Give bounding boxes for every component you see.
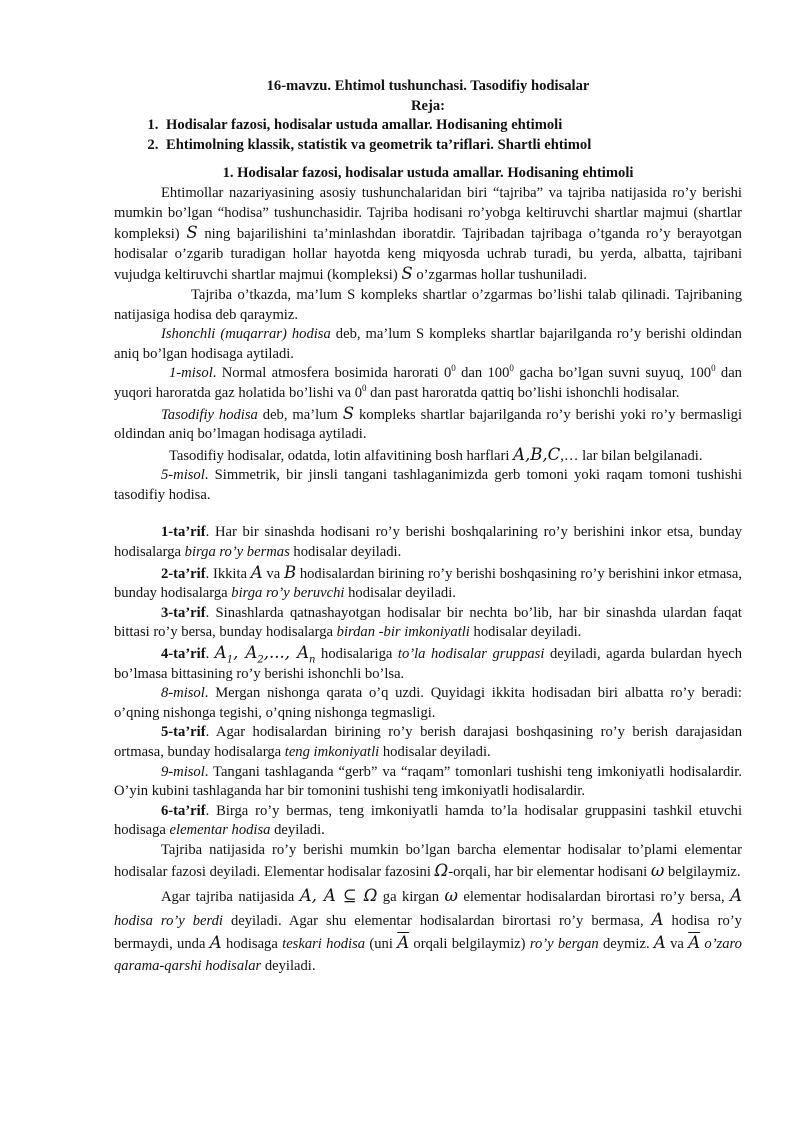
text-run: deyiladi, agarda bulardan hyech bo’lmasa bittasining ro’y berishi ishonchli bo’lsa. [114,646,743,682]
text-run: o’zaro qarama-qarshi hodisalar [114,936,742,974]
definition-6 [114,802,742,841]
text-run: 0 [509,363,514,374]
text-run: . [205,646,215,663]
paragraph-experiment: Tajriba o’tkazda, ma’lum S kompleks shartlar o’zgarmas bo’lishi talab qilinadi. Tajribaning natijasiga hodisa deb qaraymiz. [114,286,742,323]
text-run: Tasodifiy hodisalar, odatda, lotin alfavitining bosh harflari [169,447,514,464]
text-run: birdan -bir imkoniyatli [336,624,470,641]
text-run: dan past haroratda qattiq bo’lishi ishonchli hodisalar. [366,384,680,401]
paragraph-random-event [114,404,742,445]
text-run: ,..., A [263,643,310,663]
text-run: Agar tajriba natijasida [161,889,300,906]
text-run: . Simmetrik, bir jinsli tangani tashlaganimizda gerb tomoni yoki raqam tomoni tushishi tasodifiy hodisa. [114,467,742,503]
text-run: deb, ma’lum S kompleks shartlar bajarilganda ro’y berishi oldindan aniq bo’lgan hodisaga aytiladi. [114,326,742,362]
math-symbol: A [653,933,666,953]
text-run: gacha bo’lgan suvni suyuq, 100 [513,365,712,382]
text-run: elementar hodisa [169,822,271,839]
text-run: va [665,936,689,953]
text-run: orqali belgilaymiz) [409,936,530,953]
text-run: dan yuqori haroratda gaz holatida bo’lishi va 0 [114,365,742,401]
plan-item: 2. Ehtimolning klassik, statistik va geometrik ta’riflari. Shartli ehtimol [162,136,742,156]
math-symbol: S [401,264,413,284]
math-symbol: A [730,886,742,906]
math-symbol: A,B,C [513,444,561,464]
paragraph-notation [114,445,742,467]
definition-5 [114,723,742,762]
text-run: deymiz. [598,936,654,953]
plan-label: Reja: [410,97,446,114]
example-9 [114,763,742,802]
text-run: ,… lar bilan belgilanadi. [560,447,703,464]
text-run: Tajriba natijasida ro’y berishi mumkin bo’lgan barcha elementar hodisalar to’plami elementar hodisalar fazosi deyiladi. Elementar hodisalar fazosini [114,841,742,880]
text-run: kompleks shartlar bajarilganda ro’y berishi yoki ro’y bermasligi oldindan aniq bo’lmagan hodisaga aytiladi. [114,406,743,443]
text-run: ro’y bergan [529,936,599,953]
plan-list [114,116,742,155]
math-symbol: B [283,562,297,582]
text-run: teng imkoniyatli [284,744,380,760]
text-run: to’la hodisalar gruppasi [397,646,545,663]
text-run: birga ro’y bermas [184,544,290,561]
text-run: va [262,565,284,582]
text-run: hodisa ro’y berdi [114,912,223,929]
text-run: hodisalar deyiladi. [379,744,491,760]
example-label: 9-misol [161,763,205,780]
math-symbol: A [209,933,222,953]
definition-label: 1-ta’rif [161,524,206,541]
definition-3 [114,604,742,643]
plan-item: 1. Hodisalar fazosi, hodisalar ustuda amallar. Hodisaning ehtimoli [162,116,742,136]
example-label: 1-misol [169,365,213,382]
example-8 [114,684,742,723]
definition-label: 4-ta’rif [161,646,206,663]
math-symbol: $\overline{A}$ [688,933,701,953]
text-run: ning bajarilishini ta’minlashdan iboratdir. Tajribadan tajribaga o’tganda ro’y berayotgan hodisalar o’zgarib turadigan hollar hayotda keng miqyosda uchrab turadi, bu yerda, albatta, tajribani vujudga keltiruvchi shartlar majmui (kompleksi) [114,226,742,284]
term: Tasodifiy hodisa [161,406,258,423]
text-run: Ehtimollar nazariyasining asosiy tushunchalaridan biri “tajriba” va tajriba natijasida ro’y berishi mumkin bo’lgan “hodisa” tushunchasidir. Tajriba hodisani ro’yobga keltiruvchi shartlar majmui (shartlar kompleksi) [114,184,742,243]
text-run: deyiladi. [261,957,316,974]
paragraph-certain-event [114,325,742,364]
text-run: . Har bir sinashda hodisani ro’y berishi boshqalarining ro’y berishini inkor etsa, bunday hodisalarga [114,524,742,561]
text-run: ga kirgan [377,889,445,906]
example-1 [114,364,742,403]
math-symbol: ω [650,860,665,880]
text-run: . Sinashlarda qatnashayotgan hodisalar bir nechta bo’lib, har bir sinashda ulardan faqat bittasi ro’y bersa, bunday hodisalarga [114,604,742,641]
definition-label: 5-ta’rif [161,724,206,741]
math-symbol: S [342,403,355,423]
text-run: hodisalar deyiladi. [469,624,582,641]
text-run: 0 [451,363,456,374]
text-run: hodisa ro’y bermaydi, unda [114,912,742,953]
text-run: hodisalardan birining ro’y berishi boshqasining ro’y berishini inkor etmasa, bunday hodisalarga [114,565,742,602]
math-symbol: A [651,909,664,929]
text-run: hodisalariga [315,646,398,663]
definition-label: 6-ta’rif [161,802,206,819]
text-run: o’zgarmas hollar tushuniladi. [412,267,587,284]
text-run: (uni [365,936,398,953]
text-run: . Ikkita [205,565,251,582]
definition-2 [114,563,742,604]
text-run: . Birga ro’y bermas, teng imkoniyatli hamda to’la hodisalar gruppasini tashkil etuvchi hodisaga [114,802,742,839]
text-run: deb, ma’lum [257,406,343,423]
text-run: . Mergan nishonga qarata o’q uzdi. Quyidagi ikkita hodisadan biri albatta ro’y beradi: o’qning nishonga tegishi, o’qning nishonga tegmasligi. [114,685,742,721]
math-symbol: $\overline{A}$ [397,933,410,953]
math-symbol: A, A ⊆ Ω [299,886,378,906]
text-run: hodisalar deyiladi. [344,585,456,602]
text-run: hodisalar deyiladi. [289,544,402,561]
math-symbol: A [250,562,263,582]
example-5 [114,466,742,505]
text-run: birga ro’y beruvchi [231,585,345,602]
text-run: elementar hodisalardan birortasi ro’y bersa, [457,889,731,906]
term: Ishonchli (muqarrar) hodisa [161,326,331,343]
math-symbol: S [186,223,198,243]
definition-4 [114,643,742,684]
text-run: deyiladi. Agar shu elementar hodisalardan birortasi ro’y bermasa, [222,912,652,929]
paragraph-intro [114,184,742,286]
math-symbol: Ω [434,860,449,880]
text-run: 1 [226,654,234,666]
paragraph-sample-space [114,841,742,882]
document-page [114,77,742,977]
text-run: 0 [362,383,367,394]
section-heading: 1. Hodisalar fazosi, hodisalar ustuda amallar. Hodisaning ehtimoli [222,165,634,182]
text-run: . Tangani tashlaganda “gerb” va “raqam” tomonlari tushishi teng imkoniyatli hodisalardir. O’yin kubini tashlaganda har bir tomonini tushishi teng imkoniyatli hodisalardir. [114,763,742,800]
text-run: A [214,643,227,663]
text-run: belgilaymiz. [664,863,741,880]
math-symbol [214,643,316,666]
definition-label: 3-ta’rif [161,604,206,621]
text-run: deyiladi. [270,822,325,839]
text-run: teskari hodisa [282,936,366,953]
page-title: 16-mavzu. Ehtimol tushunchasi. Tasodifiy hodisalar [266,78,590,94]
text-run: n [309,654,316,666]
text-run: hodisaga [221,936,283,953]
text-run: 0 [711,363,716,374]
paragraph-complement [114,885,742,977]
math-symbol: ω [444,886,458,906]
text-run: . Agar hodisalardan birining ro’y berish darajasi boshqasining ro’y berish darajasidan ortmasa, bunday hodisalarga [114,724,742,760]
text-run: 2 [257,654,264,666]
text-run: , A [233,643,258,663]
definition-1 [114,523,742,562]
text-run: dan 100 [455,365,510,382]
text-run: . Normal atmosferа bosimida harorati 0 [212,365,452,382]
example-label: 8-misol [161,685,205,702]
text-run: -orqali, har bir elementar hodisani [448,863,651,880]
definition-label: 2-ta’rif [161,565,206,582]
example-label: 5-misol [161,467,205,484]
